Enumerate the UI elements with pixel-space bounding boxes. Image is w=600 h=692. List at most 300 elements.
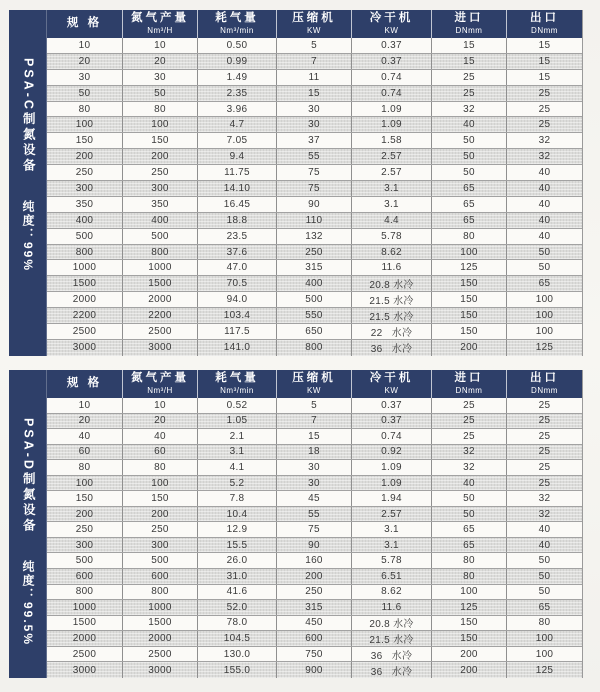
table-cell: 2.57 bbox=[352, 507, 432, 522]
table-cell: 25 bbox=[538, 87, 551, 99]
table-cell: 800 bbox=[123, 585, 198, 600]
column-title: 规 格 bbox=[66, 377, 103, 390]
table-cell: 500 bbox=[123, 229, 198, 244]
table-row bbox=[47, 197, 582, 213]
table-cell: 100 bbox=[432, 585, 507, 600]
table-cell: 315 bbox=[277, 260, 352, 275]
column-header bbox=[352, 370, 432, 398]
table-cell: 800 bbox=[123, 245, 198, 260]
table-cell: 5 bbox=[277, 38, 352, 53]
table-cell: 3.1 bbox=[352, 538, 432, 553]
table-cell: 350 bbox=[47, 197, 123, 212]
table-row bbox=[47, 507, 582, 523]
psa-d-spec-table bbox=[47, 370, 583, 678]
table-cell: 0.74 bbox=[352, 70, 432, 85]
table-row bbox=[47, 229, 582, 245]
table-cell: 25 bbox=[432, 70, 507, 85]
table-cell: 2200 bbox=[47, 308, 123, 323]
table-cell: 50 bbox=[432, 133, 507, 148]
table-cell: 100 bbox=[47, 117, 123, 132]
table-cell: 2000 bbox=[47, 292, 123, 307]
table-cell: 25 bbox=[538, 119, 551, 131]
column-unit: Nm³/H bbox=[147, 385, 173, 395]
table-row bbox=[47, 340, 582, 356]
table-cell: 25 bbox=[432, 414, 507, 429]
table-cell: 11.75 bbox=[198, 165, 277, 180]
table-row bbox=[47, 445, 582, 461]
table-row bbox=[47, 165, 582, 181]
table-row bbox=[47, 398, 582, 414]
table-cell: 0.50 bbox=[198, 38, 277, 53]
table-cell: 18.8 bbox=[198, 213, 277, 228]
table-cell: 0.74 bbox=[352, 86, 432, 101]
table-cell: 15.5 bbox=[198, 538, 277, 553]
table-cell: 100 bbox=[432, 245, 507, 260]
column-header bbox=[507, 370, 582, 398]
table-cell: 2000 bbox=[123, 292, 198, 307]
table-cell: 100 bbox=[535, 294, 554, 306]
table-row bbox=[47, 292, 582, 308]
table-cell: 25 bbox=[432, 398, 507, 413]
table-cell: 300 bbox=[123, 538, 198, 553]
table-cell: 1.09 bbox=[352, 460, 432, 475]
table-cell: 132 bbox=[277, 229, 352, 244]
column-unit: Nm³/H bbox=[147, 25, 173, 35]
column-title: 压缩机 bbox=[292, 372, 336, 385]
table-cell: 80 bbox=[47, 102, 123, 117]
table-cell: 50 bbox=[538, 555, 551, 567]
table-cell: 21.5 水冷 bbox=[352, 292, 432, 307]
table-cell: 150 bbox=[432, 292, 507, 307]
table-cell: 60 bbox=[47, 445, 123, 460]
table-cell: 90 bbox=[277, 538, 352, 553]
column-unit: KW bbox=[384, 385, 399, 395]
table-cell: 14.10 bbox=[198, 181, 277, 196]
table-cell: 650 bbox=[277, 324, 352, 339]
table-cell: 2500 bbox=[47, 324, 123, 339]
table-cell: 2500 bbox=[123, 647, 198, 662]
table-cell: 6.51 bbox=[352, 569, 432, 584]
table-cell: 50 bbox=[538, 262, 551, 274]
table-cell: 15 bbox=[277, 429, 352, 444]
table-header-row bbox=[47, 370, 582, 398]
table-cell: 200 bbox=[47, 149, 123, 164]
table-cell: 800 bbox=[47, 585, 123, 600]
table-cell: 1000 bbox=[47, 600, 123, 615]
table-cell: 50 bbox=[432, 507, 507, 522]
table-cell: 65 bbox=[538, 601, 551, 613]
column-header bbox=[198, 10, 277, 38]
table-cell: 65 bbox=[432, 213, 507, 228]
table-cell: 10 bbox=[123, 398, 198, 413]
table-row bbox=[47, 181, 582, 197]
table-cell: 65 bbox=[432, 522, 507, 537]
table-cell: 100 bbox=[535, 632, 554, 644]
table-cell: 90 bbox=[277, 197, 352, 212]
table-row bbox=[47, 460, 582, 476]
table-cell: 11 bbox=[277, 70, 352, 85]
table-cell: 25 bbox=[432, 86, 507, 101]
table-cell: 0.92 bbox=[352, 445, 432, 460]
table-cell: 65 bbox=[432, 181, 507, 196]
table-cell: 250 bbox=[277, 245, 352, 260]
table-cell: 20 bbox=[47, 414, 123, 429]
table-cell: 0.37 bbox=[352, 398, 432, 413]
table-cell: 50 bbox=[47, 86, 123, 101]
table-cell: 65 bbox=[432, 538, 507, 553]
table-cell: 5 bbox=[277, 398, 352, 413]
column-header bbox=[432, 10, 507, 38]
table-cell: 2500 bbox=[47, 647, 123, 662]
table-cell: 80 bbox=[123, 102, 198, 117]
table-cell: 7 bbox=[277, 54, 352, 69]
table-cell: 250 bbox=[277, 585, 352, 600]
table-cell: 3.96 bbox=[198, 102, 277, 117]
table-cell: 3000 bbox=[47, 340, 123, 356]
table-cell: 1000 bbox=[123, 260, 198, 275]
table-row bbox=[47, 213, 582, 229]
table-cell: 500 bbox=[47, 229, 123, 244]
table-cell: 80 bbox=[123, 460, 198, 475]
table-cell: 30 bbox=[47, 70, 123, 85]
table-cell: 0.37 bbox=[352, 414, 432, 429]
table-cell: 31.0 bbox=[198, 569, 277, 584]
table-cell: 15 bbox=[432, 38, 507, 53]
table-cell: 2.1 bbox=[198, 429, 277, 444]
table-cell: 100 bbox=[535, 310, 554, 322]
column-unit: KW bbox=[384, 25, 399, 35]
column-title: 压缩机 bbox=[292, 12, 336, 25]
table-cell: 1.09 bbox=[352, 117, 432, 132]
table-cell: 3000 bbox=[123, 340, 198, 356]
column-header bbox=[507, 10, 582, 38]
table-cell: 80 bbox=[47, 460, 123, 475]
table-cell: 36 水冷 bbox=[352, 647, 432, 662]
table-cell: 3.1 bbox=[198, 445, 277, 460]
product-series-label: PSA-C制氮设备 bbox=[21, 58, 36, 174]
table-row bbox=[47, 414, 582, 430]
table-cell: 15 bbox=[432, 54, 507, 69]
table-row bbox=[47, 600, 582, 616]
column-header bbox=[47, 370, 123, 398]
column-title: 规 格 bbox=[66, 17, 103, 30]
table-cell: 41.6 bbox=[198, 585, 277, 600]
table-row bbox=[47, 631, 582, 647]
table-cell: 21.5 水冷 bbox=[352, 631, 432, 646]
table-cell: 3000 bbox=[47, 662, 123, 678]
table-cell: 50 bbox=[538, 586, 551, 598]
table-cell: 65 bbox=[432, 197, 507, 212]
column-unit: DNmm bbox=[455, 25, 483, 35]
table-cell: 150 bbox=[47, 133, 123, 148]
table-row bbox=[47, 38, 582, 54]
table-cell: 40 bbox=[47, 429, 123, 444]
table-cell: 150 bbox=[432, 616, 507, 631]
table-cell: 25 bbox=[538, 399, 551, 411]
table-cell: 40 bbox=[538, 182, 551, 194]
table-row bbox=[47, 429, 582, 445]
table-row bbox=[47, 260, 582, 276]
column-title: 冷干机 bbox=[369, 372, 414, 385]
table-cell: 1.05 bbox=[198, 414, 277, 429]
table-cell: 25 bbox=[538, 477, 551, 489]
table-cell: 400 bbox=[277, 276, 352, 291]
table-cell: 20 bbox=[123, 414, 198, 429]
table-cell: 25 bbox=[538, 461, 551, 473]
table-cell: 75 bbox=[277, 181, 352, 196]
table-row bbox=[47, 647, 582, 663]
column-unit: DNmm bbox=[531, 25, 558, 35]
column-unit: DNmm bbox=[531, 385, 558, 395]
table-cell: 110 bbox=[277, 213, 352, 228]
column-header bbox=[198, 370, 277, 398]
table-row bbox=[47, 662, 582, 678]
table-cell: 100 bbox=[47, 476, 123, 491]
table-cell: 25 bbox=[538, 415, 551, 427]
table-cell: 32 bbox=[432, 445, 507, 460]
table-cell: 36 水冷 bbox=[352, 340, 432, 356]
table-cell: 250 bbox=[47, 522, 123, 537]
table-cell: 250 bbox=[123, 522, 198, 537]
table-cell: 250 bbox=[123, 165, 198, 180]
table-row bbox=[47, 245, 582, 261]
table-cell: 150 bbox=[123, 491, 198, 506]
table-cell: 50 bbox=[432, 491, 507, 506]
table-cell: 65 bbox=[538, 278, 551, 290]
table-cell: 55 bbox=[277, 507, 352, 522]
table-row bbox=[47, 538, 582, 554]
table-cell: 22 水冷 bbox=[352, 324, 432, 339]
table-cell: 40 bbox=[432, 117, 507, 132]
column-unit: Nm³/min bbox=[220, 25, 254, 35]
table-cell: 25 bbox=[538, 103, 551, 115]
table-cell: 1.09 bbox=[352, 476, 432, 491]
table-cell: 32 bbox=[538, 508, 551, 520]
table-cell: 500 bbox=[123, 553, 198, 568]
table-cell: 100 bbox=[535, 325, 554, 337]
table-cell: 300 bbox=[47, 181, 123, 196]
table-cell: 800 bbox=[277, 340, 352, 356]
table-cell: 40 bbox=[538, 539, 551, 551]
table-cell: 150 bbox=[432, 324, 507, 339]
table-cell: 80 bbox=[432, 229, 507, 244]
table-cell: 32 bbox=[538, 135, 551, 147]
table-cell: 200 bbox=[432, 662, 507, 678]
column-header bbox=[123, 370, 198, 398]
table-cell: 26.0 bbox=[198, 553, 277, 568]
table-cell: 7 bbox=[277, 414, 352, 429]
table-cell: 125 bbox=[432, 600, 507, 615]
table-row bbox=[47, 276, 582, 292]
table-row bbox=[47, 133, 582, 149]
table-cell: 5.78 bbox=[352, 229, 432, 244]
table-cell: 117.5 bbox=[198, 324, 277, 339]
table-row bbox=[47, 86, 582, 102]
column-header bbox=[123, 10, 198, 38]
column-title: 耗气量 bbox=[215, 372, 259, 385]
column-title: 氮气产量 bbox=[131, 12, 189, 25]
purity-label: 纯度：99.5% bbox=[21, 559, 35, 646]
table-row bbox=[47, 569, 582, 585]
table-cell: 0.99 bbox=[198, 54, 277, 69]
table-cell: 200 bbox=[432, 340, 507, 356]
table-cell: 7.8 bbox=[198, 491, 277, 506]
table-cell: 2000 bbox=[123, 631, 198, 646]
table-cell: 30 bbox=[277, 117, 352, 132]
table-row bbox=[47, 102, 582, 118]
table-cell: 500 bbox=[277, 292, 352, 307]
table-cell: 25 bbox=[538, 446, 551, 458]
column-title: 出口 bbox=[530, 12, 559, 25]
table-cell: 800 bbox=[47, 245, 123, 260]
table-cell: 900 bbox=[277, 662, 352, 678]
table-cell: 50 bbox=[432, 165, 507, 180]
table-cell: 2.57 bbox=[352, 149, 432, 164]
table-cell: 32 bbox=[432, 102, 507, 117]
table-row bbox=[47, 553, 582, 569]
table-row bbox=[47, 476, 582, 492]
table-cell: 125 bbox=[535, 664, 554, 676]
table-cell: 750 bbox=[277, 647, 352, 662]
table-cell: 40 bbox=[538, 167, 551, 179]
table-cell: 30 bbox=[277, 460, 352, 475]
table-cell: 1.09 bbox=[352, 102, 432, 117]
table-cell: 40 bbox=[123, 429, 198, 444]
table-cell: 12.9 bbox=[198, 522, 277, 537]
table-cell: 30 bbox=[277, 476, 352, 491]
table-cell: 150 bbox=[123, 133, 198, 148]
table-cell: 70.5 bbox=[198, 276, 277, 291]
table-cell: 5.78 bbox=[352, 553, 432, 568]
table-cell: 18 bbox=[277, 445, 352, 460]
table-cell: 200 bbox=[277, 569, 352, 584]
table-cell: 20 bbox=[47, 54, 123, 69]
table-cell: 16.45 bbox=[198, 197, 277, 212]
table-cell: 10 bbox=[47, 398, 123, 413]
table-cell: 1.49 bbox=[198, 70, 277, 85]
table-cell: 3.1 bbox=[352, 522, 432, 537]
table-cell: 400 bbox=[123, 213, 198, 228]
table-cell: 1500 bbox=[47, 276, 123, 291]
table-cell: 500 bbox=[47, 553, 123, 568]
table-cell: 32 bbox=[538, 151, 551, 163]
table-cell: 50 bbox=[432, 149, 507, 164]
table-cell: 1000 bbox=[123, 600, 198, 615]
table-cell: 150 bbox=[432, 631, 507, 646]
table-cell: 0.37 bbox=[352, 38, 432, 53]
table-cell: 150 bbox=[432, 308, 507, 323]
table-cell: 75 bbox=[277, 165, 352, 180]
psa-c-sidebar bbox=[9, 10, 47, 356]
psa-d-sidebar bbox=[9, 370, 47, 678]
table-cell: 45 bbox=[277, 491, 352, 506]
table-cell: 315 bbox=[277, 600, 352, 615]
table-cell: 40 bbox=[538, 230, 551, 242]
table-cell: 103.4 bbox=[198, 308, 277, 323]
table-cell: 550 bbox=[277, 308, 352, 323]
table-row bbox=[47, 585, 582, 601]
table-cell: 10 bbox=[47, 38, 123, 53]
column-title: 进口 bbox=[454, 12, 484, 25]
table-cell: 350 bbox=[123, 197, 198, 212]
table-row bbox=[47, 324, 582, 340]
purity-label: 纯度：99% bbox=[21, 199, 35, 272]
table-cell: 23.5 bbox=[198, 229, 277, 244]
column-title: 耗气量 bbox=[215, 12, 259, 25]
table-cell: 450 bbox=[277, 616, 352, 631]
column-title: 冷干机 bbox=[369, 12, 414, 25]
table-cell: 0.74 bbox=[352, 429, 432, 444]
table-cell: 200 bbox=[47, 507, 123, 522]
table-cell: 94.0 bbox=[198, 292, 277, 307]
table-cell: 1000 bbox=[47, 260, 123, 275]
psa-c-spec-table-section bbox=[9, 10, 583, 356]
table-cell: 15 bbox=[538, 39, 551, 51]
table-header-row bbox=[47, 10, 582, 38]
table-row bbox=[47, 308, 582, 324]
table-cell: 155.0 bbox=[198, 662, 277, 678]
table-cell: 60 bbox=[123, 445, 198, 460]
column-unit: DNmm bbox=[455, 385, 483, 395]
table-cell: 2.57 bbox=[352, 165, 432, 180]
table-cell: 0.37 bbox=[352, 54, 432, 69]
table-cell: 11.6 bbox=[352, 600, 432, 615]
table-cell: 0.52 bbox=[198, 398, 277, 413]
table-cell: 300 bbox=[47, 538, 123, 553]
table-cell: 25 bbox=[432, 429, 507, 444]
table-cell: 15 bbox=[538, 55, 551, 67]
table-cell: 9.4 bbox=[198, 149, 277, 164]
table-cell: 2500 bbox=[123, 324, 198, 339]
table-cell: 30 bbox=[123, 70, 198, 85]
table-cell: 47.0 bbox=[198, 260, 277, 275]
table-cell: 50 bbox=[538, 246, 551, 258]
table-cell: 100 bbox=[123, 476, 198, 491]
table-row bbox=[47, 54, 582, 70]
table-cell: 3000 bbox=[123, 662, 198, 678]
table-cell: 8.62 bbox=[352, 585, 432, 600]
column-header bbox=[432, 370, 507, 398]
table-cell: 1.58 bbox=[352, 133, 432, 148]
table-cell: 80 bbox=[432, 569, 507, 584]
table-cell: 80 bbox=[432, 553, 507, 568]
table-cell: 10.4 bbox=[198, 507, 277, 522]
table-cell: 40 bbox=[538, 198, 551, 210]
table-cell: 32 bbox=[432, 460, 507, 475]
column-title: 出口 bbox=[530, 372, 559, 385]
table-cell: 7.05 bbox=[198, 133, 277, 148]
table-cell: 2200 bbox=[123, 308, 198, 323]
table-row bbox=[47, 616, 582, 632]
table-cell: 40 bbox=[432, 476, 507, 491]
table-cell: 8.62 bbox=[352, 245, 432, 260]
table-cell: 100 bbox=[535, 648, 554, 660]
table-cell: 200 bbox=[432, 647, 507, 662]
table-cell: 55 bbox=[277, 149, 352, 164]
column-header bbox=[277, 370, 352, 398]
table-cell: 15 bbox=[277, 86, 352, 101]
table-cell: 1.94 bbox=[352, 491, 432, 506]
table-cell: 150 bbox=[432, 276, 507, 291]
table-cell: 40 bbox=[538, 214, 551, 226]
psa-d-spec-table-section bbox=[9, 370, 583, 678]
table-cell: 400 bbox=[47, 213, 123, 228]
column-title: 进口 bbox=[454, 372, 484, 385]
table-cell: 25 bbox=[538, 430, 551, 442]
table-cell: 50 bbox=[123, 86, 198, 101]
table-cell: 78.0 bbox=[198, 616, 277, 631]
table-cell: 37.6 bbox=[198, 245, 277, 260]
